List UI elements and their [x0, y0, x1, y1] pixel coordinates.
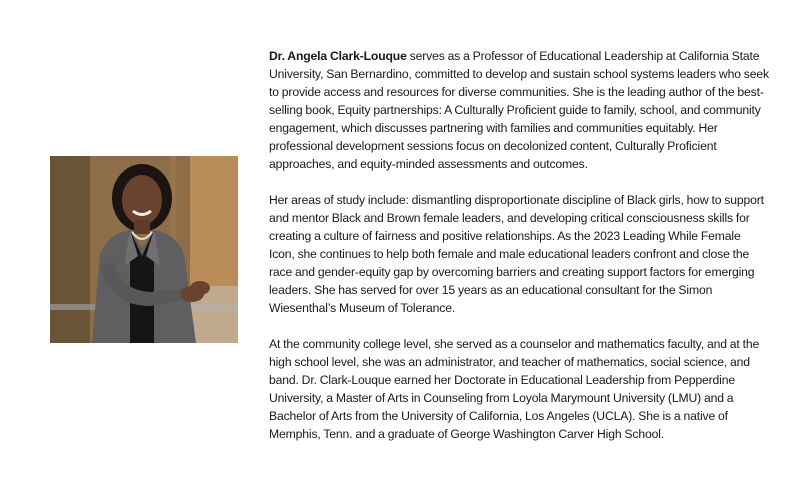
bio-intro: serves as a Professor of Educational Leadership at California State University, San Bernardino, committed to develop and sustain school systems leaders who seek to provide access and resources for diverse communities. She is the leading author of the best-selling book, Equity partnerships: A Culturally Proficient guide to family, school, and community engagement, which discusses partnering with families and communities equitably. Her professional development sessions focus on decolonized content, Culturally Proficient approaches, and equity-minded assessments and outcomes.	[269, 49, 769, 171]
person-name: Dr. Angela Clark-Louque	[269, 49, 407, 63]
bio-text	[269, 47, 769, 443]
bio-paragraph-3: At the community college level, she served as a counselor and mathematics faculty, and at the high school level, she was an administrator, and teacher of mathematics, social science, and band. Dr. Clark-Louque earned her Doctorate in Educational Leadership from Pepperdine University, a Master of Arts in Counseling from Loyola Marymount University (LMU) and a Bachelor of Arts from the University of California, Los Angeles (UCLA). She is a native of Memphis, Tenn. and a graduate of George Washington Carver High School.	[269, 337, 760, 441]
bio-paragraph-2: Her areas of study include: dismantling disproportionate discipline of Black girls, how to support and mentor Black and Brown female leaders, and developing critical consciousness skills for creating a culture of fairness and positive relationships. As the 2023 Leading While Female Icon, she continues to help both female and male educational leaders confront and close the race and gender-equity gap by overcoming barriers and creating support factors for emerging leaders. She has served for over 15 years as an educational consultant for the Simon Wiesenthal’s Museum of Tolerance.	[269, 193, 764, 315]
portrait-illustration	[50, 156, 238, 343]
portrait-photo	[50, 156, 238, 343]
bio-paragraph-1	[269, 47, 769, 173]
